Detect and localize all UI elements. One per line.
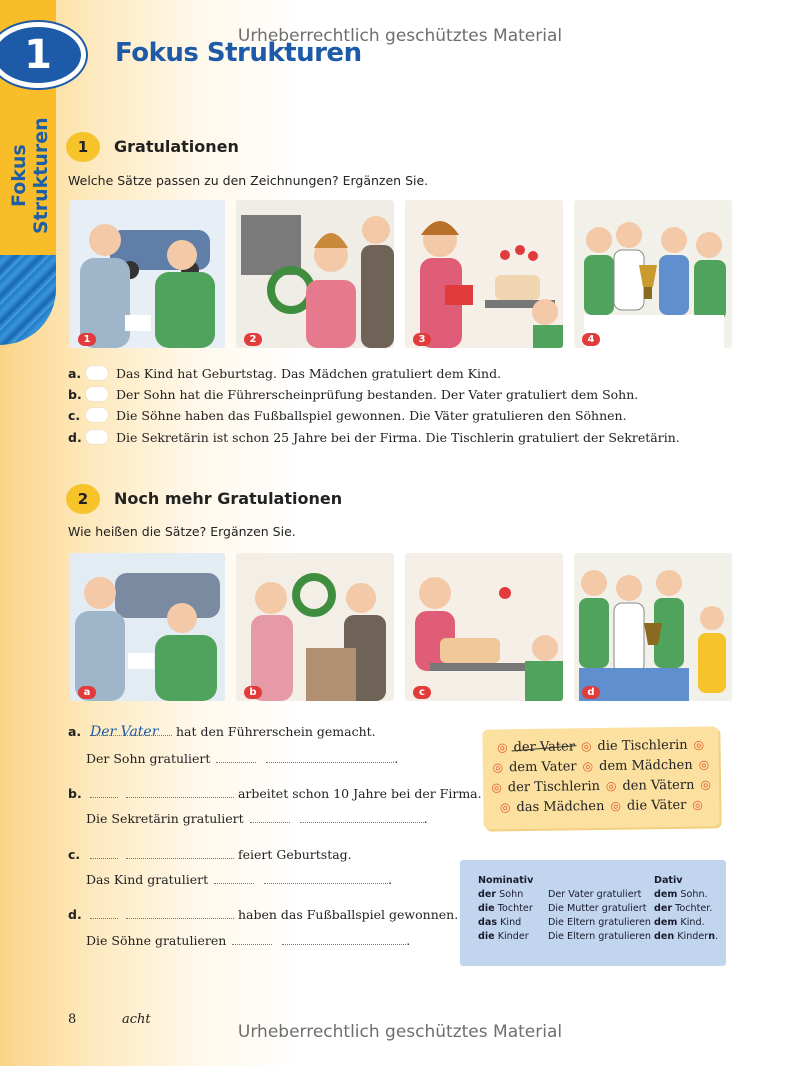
grammar-verb-column — [548, 874, 651, 944]
word-option: die Tischlerin — [597, 737, 688, 755]
spiral-icon: ◎ — [499, 800, 511, 815]
exercise-2-number: 2 — [66, 484, 100, 514]
word-option: dem Vater — [508, 759, 577, 776]
fill-item-d-line-1 — [68, 907, 458, 922]
answer-field-a-subject[interactable]: Der Vater — [90, 724, 172, 736]
noun: Kind. — [677, 917, 705, 928]
grammar-row — [654, 916, 718, 930]
sentence-period: . — [406, 933, 411, 948]
word-box-row — [483, 797, 719, 815]
word-option: der Tischlerin — [507, 779, 601, 796]
illustration-car-father-son — [70, 200, 225, 348]
illustration-birthday-cake — [405, 200, 563, 348]
exercise-1-number: 1 — [66, 132, 100, 162]
item-text: Die Söhne gratulieren — [86, 933, 227, 948]
illustration-secretary-wreath — [236, 200, 394, 348]
grammar-row — [654, 888, 718, 902]
word-box-row — [482, 737, 718, 755]
fill-item-b-line-2 — [86, 811, 428, 826]
illustration-wreath-10 — [236, 553, 394, 701]
article: der — [654, 903, 673, 914]
answer-field-d-dat-noun[interactable] — [282, 933, 406, 945]
illustration-car-key — [70, 553, 225, 701]
fill-item-a-line-2 — [86, 751, 398, 766]
item-text: hat den Führerschein gemacht. — [175, 724, 376, 739]
answer-field-b-article[interactable] — [90, 786, 118, 798]
item-text: Das Kind hat Geburtstag. Das Mädchen gratuliert dem Kind. — [116, 365, 502, 381]
answer-field-a-article[interactable] — [216, 751, 256, 763]
spiral-icon: ◎ — [496, 740, 508, 755]
noun: Tochter. — [672, 903, 713, 914]
word-option: die Väter — [626, 797, 687, 814]
item-text: arbeitet schon 10 Jahre bei der Firma. — [237, 786, 482, 801]
article: das — [478, 917, 498, 928]
grammar-table — [460, 860, 726, 966]
picture-4-football — [574, 200, 732, 348]
sentence-period: . — [715, 931, 719, 942]
grammar-nominative-column — [478, 874, 533, 944]
grammar-head-dative: Dativ — [654, 875, 683, 886]
grammar-dative-column — [654, 874, 718, 944]
item-letter: b. — [68, 386, 82, 402]
answer-field-c-noun[interactable] — [126, 847, 234, 859]
noun: Kinder — [494, 931, 529, 942]
match-item-c — [68, 406, 627, 424]
picture-1-driving-license — [70, 200, 225, 348]
spiral-icon: ◎ — [610, 798, 622, 813]
answer-field-d-article[interactable] — [90, 907, 118, 919]
item-letter: a. — [68, 365, 82, 381]
answer-field-d-dat-article[interactable] — [232, 933, 272, 945]
spiral-icon: ◎ — [605, 778, 617, 793]
chapter-side-label: Fokus Strukturen — [8, 117, 52, 234]
word-box — [482, 726, 719, 829]
answer-field-d-noun[interactable] — [126, 907, 234, 919]
page-number: 8 — [68, 1012, 77, 1027]
answer-field-a[interactable] — [86, 366, 108, 380]
article: die — [478, 903, 495, 914]
item-text: feiert Geburtstag. — [237, 847, 352, 862]
exercise-2-instruction: Wie heißen die Sätze? Ergänzen Sie. — [68, 524, 296, 539]
sentence-period: . — [388, 872, 393, 887]
grammar-row — [654, 902, 718, 916]
picture-badge: 4 — [582, 333, 600, 346]
answer-field-c-dat-noun[interactable] — [264, 872, 388, 884]
word-option: den Vätern — [622, 777, 695, 794]
match-item-b — [68, 385, 638, 403]
fill-item-b-line-1 — [68, 786, 482, 801]
grammar-verb: Der Vater gratuliert — [548, 889, 642, 900]
item-letter: c. — [68, 847, 81, 862]
fill-item-c-line-1 — [68, 847, 352, 862]
spiral-icon: ◎ — [700, 777, 711, 792]
picture-b-office — [236, 553, 394, 701]
item-text: Das Kind gratuliert — [86, 872, 209, 887]
noun: Tochter — [494, 903, 533, 914]
grammar-head-nominative: Nominativ — [478, 875, 534, 886]
watermark-bottom: Urheberrechtlich geschütztes Material — [237, 1022, 563, 1042]
spiral-icon: ◎ — [692, 797, 703, 812]
picture-badge: d — [582, 686, 600, 699]
item-text: haben das Fußballspiel gewonnen. — [237, 907, 459, 922]
noun: Kind — [497, 917, 522, 928]
spiral-icon: ◎ — [580, 739, 592, 754]
article: dem — [654, 917, 678, 928]
article: der — [478, 889, 497, 900]
watermark-top: Urheberrechtlich geschütztes Material — [237, 26, 563, 46]
picture-badge: a — [78, 686, 96, 699]
spiral-icon: ◎ — [492, 760, 504, 775]
grammar-verb: Die Eltern gratulieren — [548, 931, 652, 942]
grammar-row — [654, 930, 718, 944]
spiral-icon: ◎ — [491, 780, 502, 795]
grammar-row — [478, 888, 533, 902]
match-item-d — [68, 428, 680, 446]
illustration-team-trophy — [574, 553, 732, 701]
illustration-football-team — [574, 200, 732, 348]
spiral-icon: ◎ — [582, 759, 594, 774]
exercise-2-title: Noch mehr Gratulationen — [114, 489, 343, 508]
match-item-a — [68, 364, 501, 382]
picture-c-cake — [405, 553, 563, 701]
picture-badge: 3 — [413, 333, 431, 346]
answer-field-c-article[interactable] — [90, 847, 118, 859]
illustration-cake-10 — [405, 553, 563, 701]
word-option: das Mädchen — [516, 798, 605, 816]
exercise-1-instruction: Welche Sätze passen zu den Zeichnungen? Ergänzen Sie. — [68, 173, 429, 188]
picture-badge: c — [413, 686, 431, 699]
answer-field-b[interactable] — [86, 387, 108, 401]
article: den — [654, 931, 675, 942]
article: die — [478, 931, 495, 942]
item-text: Der Sohn gratuliert — [86, 751, 211, 766]
fill-item-a-line-1 — [68, 724, 376, 739]
answer-field-c[interactable] — [86, 408, 108, 422]
picture-badge: b — [244, 686, 262, 699]
answer-field-d[interactable] — [86, 430, 108, 444]
spiral-icon: ◎ — [693, 737, 705, 752]
article: dem — [654, 889, 678, 900]
answer-field-c-dat-article[interactable] — [214, 872, 254, 884]
noun: Kinder — [674, 931, 709, 942]
picture-badge: 1 — [78, 333, 96, 346]
water-decoration — [0, 255, 56, 345]
grammar-verb: Die Mutter gratuliert — [548, 903, 647, 914]
item-letter: d. — [68, 907, 82, 922]
word-box-row — [483, 777, 719, 795]
word-option-crossed: der Vater — [513, 739, 576, 756]
page-number-word: acht — [122, 1012, 151, 1027]
item-letter: d. — [68, 429, 82, 445]
picture-a-car — [70, 553, 225, 701]
sentence-period: . — [423, 811, 428, 826]
spiral-icon: ◎ — [698, 757, 710, 772]
grammar-row — [478, 930, 533, 944]
answer-field-b-noun[interactable] — [126, 786, 234, 798]
answer-field-b-dat-noun[interactable] — [300, 811, 424, 823]
word-option: dem Mädchen — [598, 757, 693, 775]
item-text: Die Söhne haben das Fußballspiel gewonnen. Die Väter gratulieren den Söhnen. — [116, 407, 627, 423]
noun: Sohn — [496, 889, 524, 900]
item-text: Die Sekretärin gratuliert — [86, 811, 244, 826]
fill-item-d-line-2 — [86, 933, 410, 948]
noun: Sohn. — [677, 889, 708, 900]
word-box-row — [483, 757, 719, 775]
answer-field-b-dat-article[interactable] — [250, 811, 290, 823]
fill-item-c-line-2 — [86, 872, 392, 887]
item-letter: a. — [68, 724, 82, 739]
picture-2-anniversary — [236, 200, 394, 348]
chapter-number-badge: 1 — [0, 22, 86, 88]
picture-badge: 2 — [244, 333, 262, 346]
item-text: Der Sohn hat die Führerscheinprüfung bestanden. Der Vater gratuliert dem Sohn. — [116, 386, 639, 402]
exercise-1-title: Gratulationen — [114, 137, 239, 156]
picture-d-team — [574, 553, 732, 701]
dative-ending: n — [708, 931, 716, 942]
sentence-period: . — [394, 751, 399, 766]
grammar-row — [478, 916, 533, 930]
item-letter: b. — [68, 786, 82, 801]
item-letter: c. — [68, 407, 81, 423]
page-title: Fokus Strukturen — [115, 38, 362, 68]
answer-field-a-noun[interactable] — [266, 751, 394, 763]
grammar-verb: Die Eltern gratulieren — [548, 917, 652, 928]
item-text: Die Sekretärin ist schon 25 Jahre bei der Firma. Die Tischlerin gratuliert der Sekretärin. — [116, 429, 680, 445]
grammar-row — [478, 902, 533, 916]
picture-3-birthday — [405, 200, 563, 348]
